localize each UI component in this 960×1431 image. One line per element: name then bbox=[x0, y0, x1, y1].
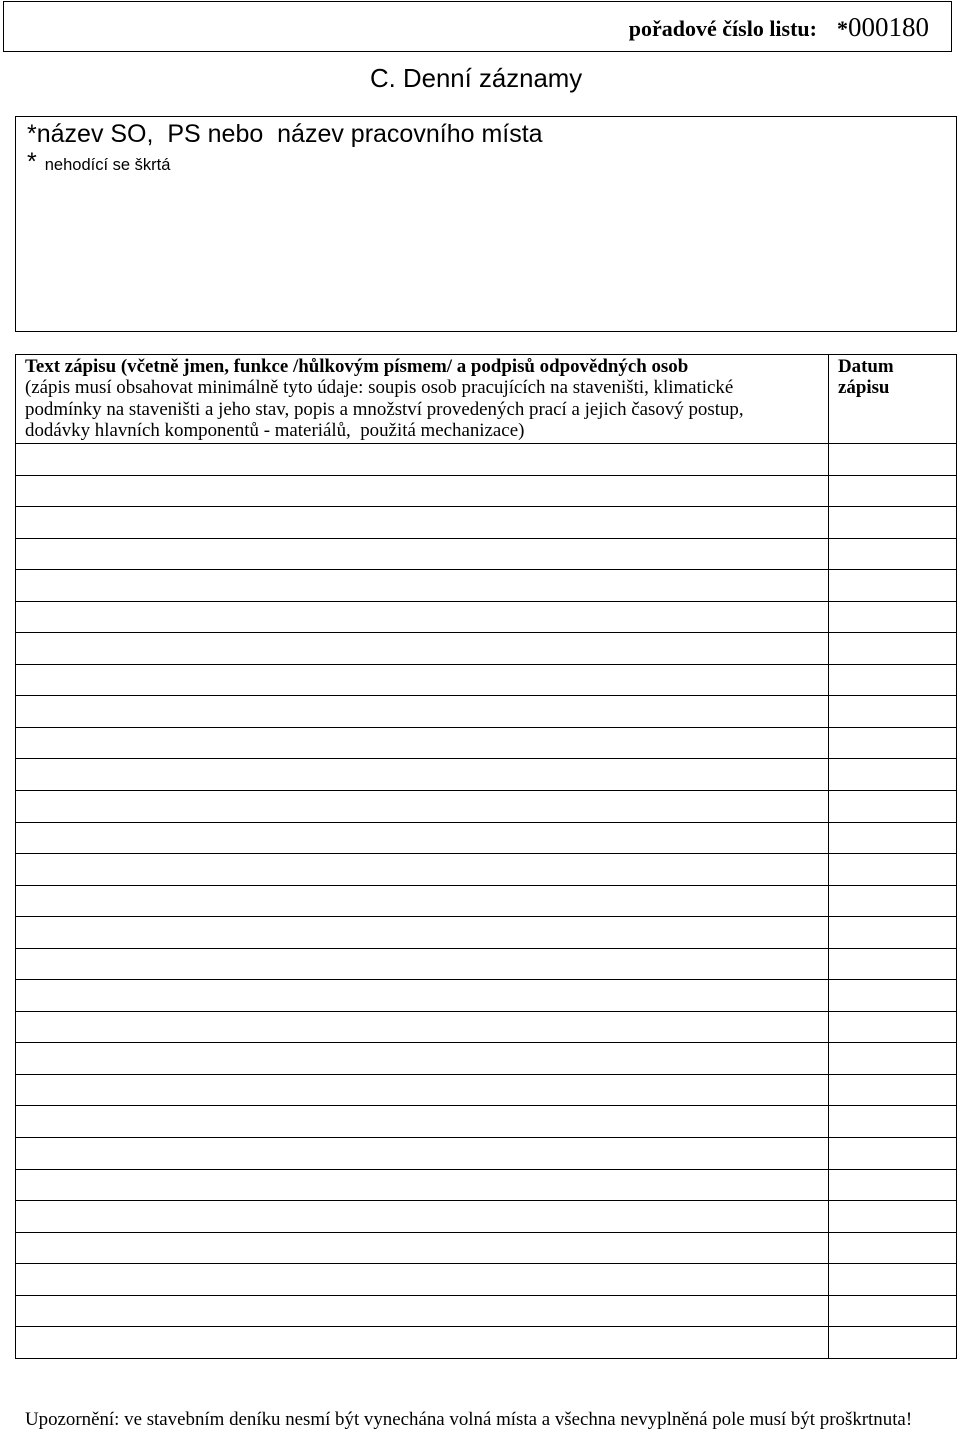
table-row bbox=[16, 854, 956, 886]
entry-text-cell bbox=[16, 696, 829, 727]
text-column-header bbox=[16, 355, 829, 443]
table-row bbox=[16, 602, 956, 634]
entry-text-cell bbox=[16, 791, 829, 822]
entry-date-cell bbox=[829, 1075, 956, 1106]
entry-text-cell bbox=[16, 980, 829, 1011]
entry-text-cell bbox=[16, 570, 829, 601]
text-header-title: Text zápisu (včetně jmen, funkce /hůlkovým písmem/ a podpisů odpovědných osob bbox=[25, 356, 689, 377]
table-row bbox=[16, 1264, 956, 1296]
table-row bbox=[16, 570, 956, 602]
entry-text-cell bbox=[16, 823, 829, 854]
sheet-number-label: pořadové číslo listu: bbox=[628, 16, 817, 41]
note-marker: * bbox=[27, 148, 37, 176]
entry-text-cell bbox=[16, 759, 829, 790]
table-row bbox=[16, 444, 956, 476]
entry-text-cell bbox=[16, 917, 829, 948]
entry-text-cell bbox=[16, 1327, 829, 1358]
table-row bbox=[16, 823, 956, 855]
entry-date-cell bbox=[829, 1012, 956, 1043]
sheet-number bbox=[629, 10, 929, 46]
entry-date-cell bbox=[829, 570, 956, 601]
entry-text-cell bbox=[16, 1264, 829, 1295]
entry-date-cell bbox=[829, 886, 956, 917]
entry-text-cell bbox=[16, 1201, 829, 1232]
table-row bbox=[16, 1327, 956, 1358]
entry-date-cell bbox=[829, 949, 956, 980]
entry-date-cell bbox=[829, 1201, 956, 1232]
table-header-row bbox=[16, 355, 956, 444]
entry-date-cell bbox=[829, 1264, 956, 1295]
work-location-note bbox=[27, 148, 170, 180]
entry-date-cell bbox=[829, 917, 956, 948]
entry-date-cell bbox=[829, 476, 956, 507]
date-column-header bbox=[829, 355, 956, 443]
records-table bbox=[15, 354, 957, 1359]
table-row bbox=[16, 980, 956, 1012]
entry-date-cell bbox=[829, 1233, 956, 1264]
table-row bbox=[16, 539, 956, 571]
entry-text-cell bbox=[16, 444, 829, 475]
entry-date-cell bbox=[829, 1106, 956, 1137]
table-row bbox=[16, 633, 956, 665]
entry-text-cell bbox=[16, 1043, 829, 1074]
table-row bbox=[16, 728, 956, 760]
entry-text-cell bbox=[16, 1012, 829, 1043]
table-row bbox=[16, 1233, 956, 1265]
note-text: nehodící se škrtá bbox=[44, 156, 171, 174]
entry-text-cell bbox=[16, 949, 829, 980]
sheet-number-value: 000180 bbox=[848, 12, 929, 42]
entry-date-cell bbox=[829, 1296, 956, 1327]
entry-date-cell bbox=[829, 633, 956, 664]
entry-date-cell bbox=[829, 602, 956, 633]
entry-date-cell bbox=[829, 1327, 956, 1358]
entry-date-cell bbox=[829, 759, 956, 790]
entry-text-cell bbox=[16, 1138, 829, 1169]
entry-date-cell bbox=[829, 980, 956, 1011]
entry-text-cell bbox=[16, 886, 829, 917]
entry-text-cell bbox=[16, 1106, 829, 1137]
entry-date-cell bbox=[829, 539, 956, 570]
footer-warning: Upozornění: ve stavebním deníku nesmí být vynechána volná místa a všechna nevyplněná pole musí být proškrtnuta! bbox=[25, 1409, 913, 1430]
table-row bbox=[16, 759, 956, 791]
date-header-label: Datum zápisu bbox=[838, 356, 894, 399]
text-header-description-line: dodávky hlavních komponentů - materiálů, použitá mechanizace) bbox=[25, 419, 525, 441]
table-row bbox=[16, 791, 956, 823]
entry-date-cell bbox=[829, 791, 956, 822]
entry-date-cell bbox=[829, 1170, 956, 1201]
table-row bbox=[16, 917, 956, 949]
entry-date-cell bbox=[829, 1043, 956, 1074]
entry-text-cell bbox=[16, 854, 829, 885]
sheet-number-prefix: * bbox=[837, 16, 848, 41]
entry-text-cell bbox=[16, 728, 829, 759]
text-header-description-line: (zápis musí obsahovat minimálně tyto údaje: soupis osob pracujících na staveništi, klimatické bbox=[25, 377, 734, 399]
work-location-box bbox=[15, 116, 957, 332]
entry-text-cell bbox=[16, 633, 829, 664]
entry-date-cell bbox=[829, 696, 956, 727]
table-row bbox=[16, 1012, 956, 1044]
entry-date-cell bbox=[829, 1138, 956, 1169]
entry-date-cell bbox=[829, 854, 956, 885]
section-title: C. Denní záznamy bbox=[370, 65, 583, 93]
table-row bbox=[16, 1201, 956, 1233]
table-row bbox=[16, 507, 956, 539]
table-row bbox=[16, 696, 956, 728]
table-row bbox=[16, 1138, 956, 1170]
entry-text-cell bbox=[16, 665, 829, 696]
table-row bbox=[16, 949, 956, 981]
entry-date-cell bbox=[829, 444, 956, 475]
entry-text-cell bbox=[16, 1296, 829, 1327]
entry-date-cell bbox=[829, 823, 956, 854]
entry-date-cell bbox=[829, 728, 956, 759]
entry-text-cell bbox=[16, 1170, 829, 1201]
table-row bbox=[16, 1296, 956, 1328]
sheet-number-box bbox=[3, 1, 952, 52]
entry-text-cell bbox=[16, 476, 829, 507]
text-header-description-line: podmínky na staveništi a jeho stav, popis a množství provedených prací a jejich časový postup, bbox=[25, 398, 744, 420]
table-row bbox=[16, 1075, 956, 1107]
entry-date-cell bbox=[829, 665, 956, 696]
table-row bbox=[16, 1106, 956, 1138]
table-row bbox=[16, 665, 956, 697]
entry-text-cell bbox=[16, 1233, 829, 1264]
table-row bbox=[16, 476, 956, 508]
entry-text-cell bbox=[16, 1075, 829, 1106]
entry-text-cell bbox=[16, 602, 829, 633]
table-row bbox=[16, 1170, 956, 1202]
entry-date-cell bbox=[829, 507, 956, 538]
work-location-title: *název SO, PS nebo název pracovního místa bbox=[27, 120, 543, 148]
entry-text-cell bbox=[16, 539, 829, 570]
table-row bbox=[16, 1043, 956, 1075]
table-row bbox=[16, 886, 956, 918]
entry-text-cell bbox=[16, 507, 829, 538]
